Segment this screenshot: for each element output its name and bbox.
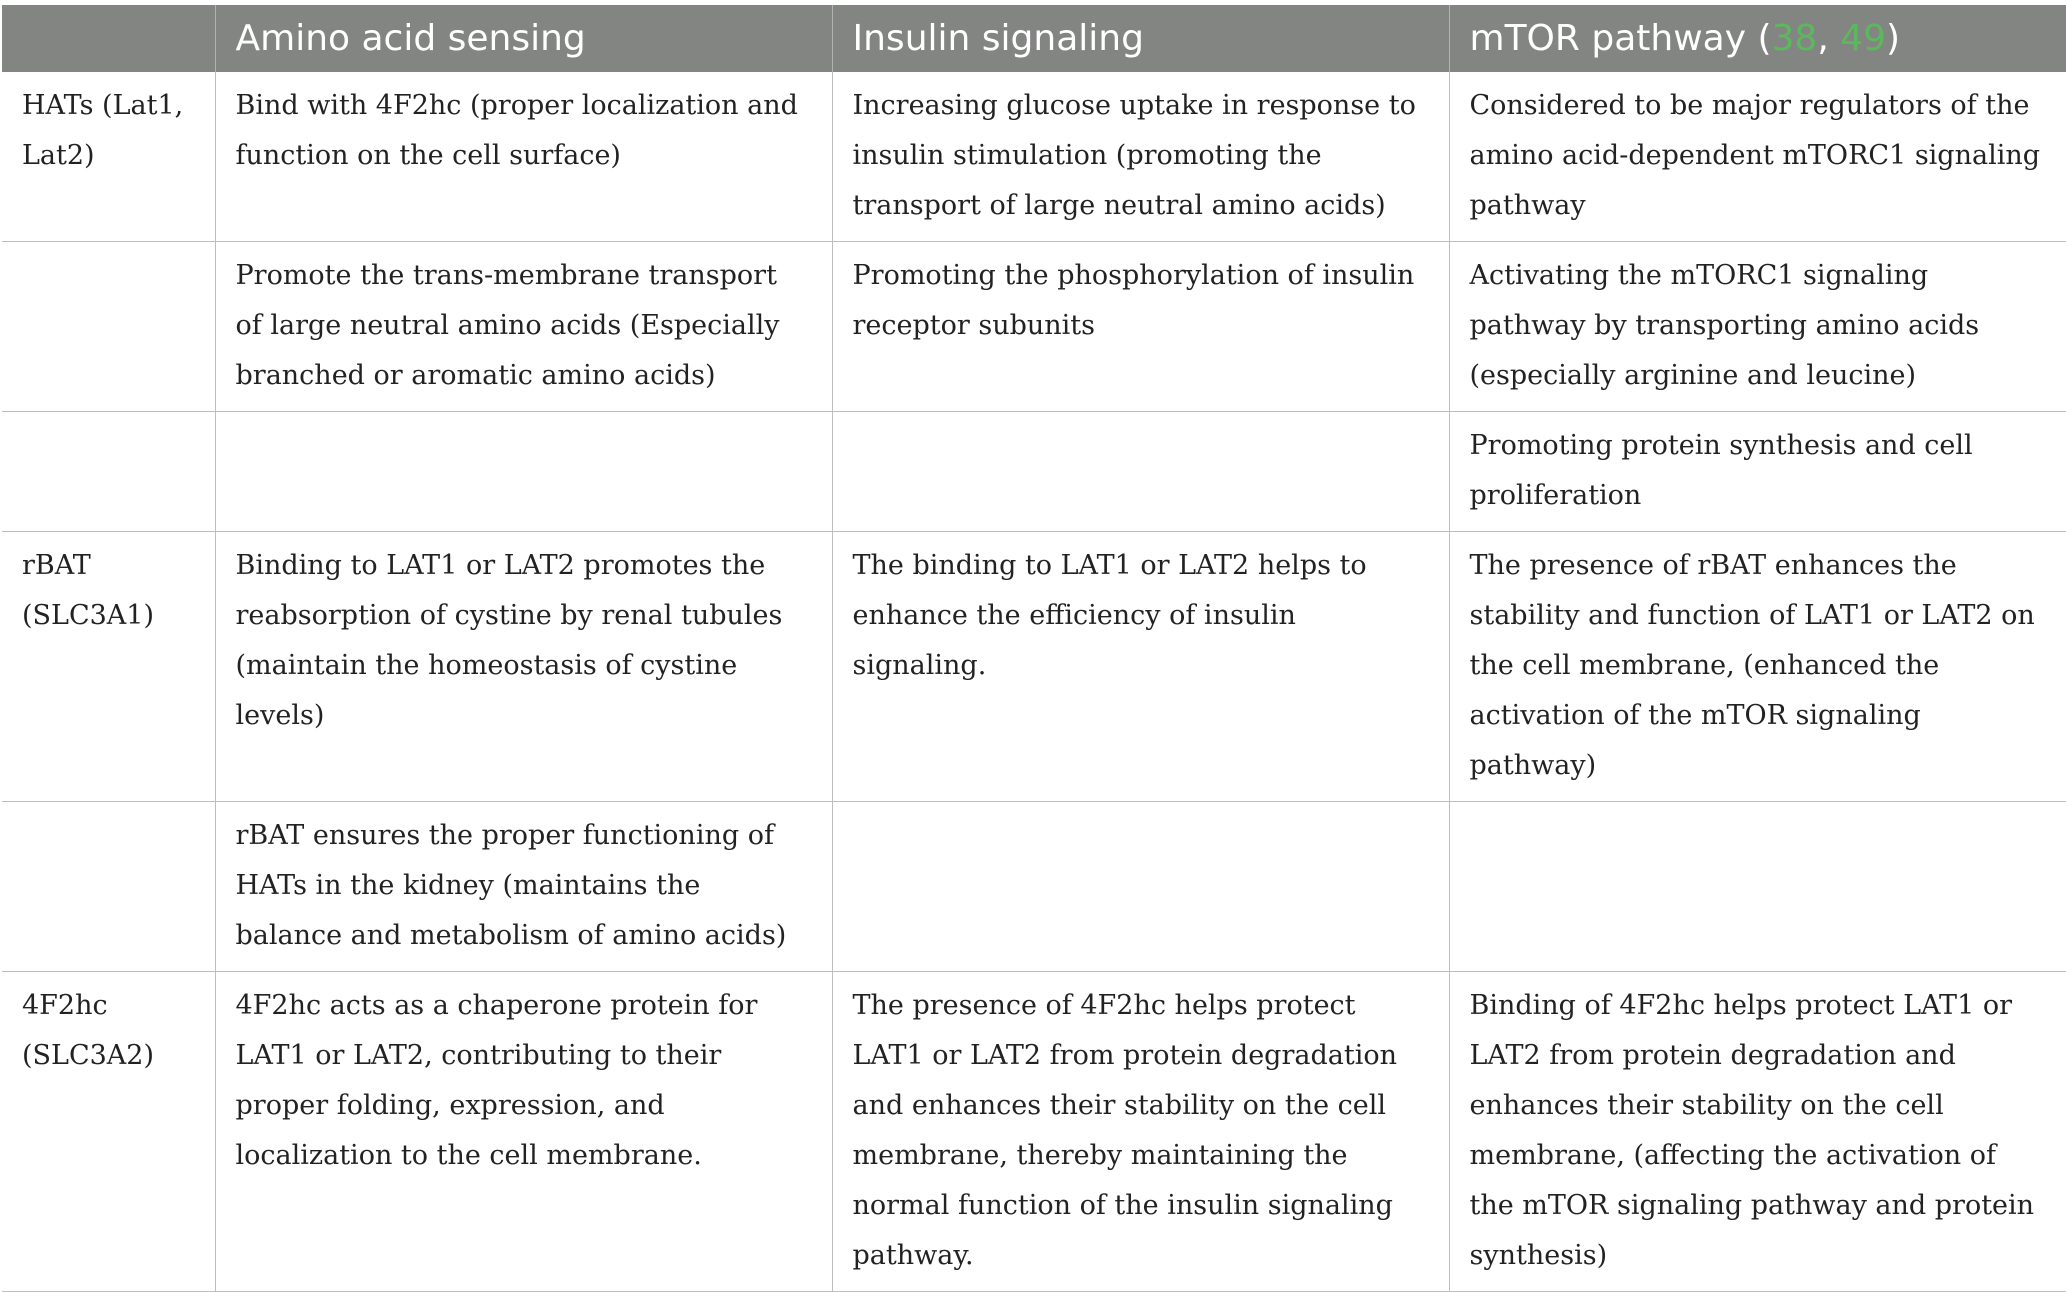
table-row xyxy=(2,802,2066,972)
cell-insulin-signaling xyxy=(832,802,1449,972)
reference-link-49[interactable]: 49 xyxy=(1840,18,1887,59)
cell-mtor-pathway xyxy=(1449,802,2066,972)
cell-insulin-signaling xyxy=(832,412,1449,532)
header-row xyxy=(2,5,2066,72)
row-label xyxy=(2,242,215,412)
cell-amino-acid-sensing: Binding to LAT1 or LAT2 promotes the reabsorption of cystine by renal tubules (maintain the homeostasis of cystine levels) xyxy=(215,532,832,802)
header-mtor-close: ) xyxy=(1886,18,1901,59)
header-transporter xyxy=(2,5,215,72)
table-row xyxy=(2,242,2066,412)
cell-mtor-pathway: The presence of rBAT enhances the stability and function of LAT1 or LAT2 on the cell membrane, (enhanced the activation of the mTOR signaling pathway) xyxy=(1449,532,2066,802)
cell-insulin-signaling: Increasing glucose uptake in response to insulin stimulation (promoting the transport of large neutral amino acids) xyxy=(832,72,1449,242)
row-label xyxy=(2,802,215,972)
cell-mtor-pathway: Activating the mTORC1 signaling pathway by transporting amino acids (especially arginine and leucine) xyxy=(1449,242,2066,412)
row-label: HATs (Lat1, Lat2) xyxy=(2,72,215,242)
cell-amino-acid-sensing: 4F2hc acts as a chaperone protein for LAT1 or LAT2, contributing to their proper folding, expression, and localization to the cell membrane. xyxy=(215,972,832,1292)
row-label: 4F2hc (SLC3A2) xyxy=(2,972,215,1292)
cell-amino-acid-sensing: Bind with 4F2hc (proper localization and function on the cell surface) xyxy=(215,72,832,242)
cell-amino-acid-sensing xyxy=(215,412,832,532)
table-row xyxy=(2,972,2066,1292)
header-mtor-pathway xyxy=(1449,5,2066,72)
cell-insulin-signaling: The presence of 4F2hc helps protect LAT1 or LAT2 from protein degradation and enhances their stability on the cell membrane, thereby maintaining the normal function of the insulin signaling pathway. xyxy=(832,972,1449,1292)
row-label: rBAT (SLC3A1) xyxy=(2,532,215,802)
transporter-function-table xyxy=(2,5,2066,1292)
reference-link-38[interactable]: 38 xyxy=(1771,18,1818,59)
header-mtor-separator: , xyxy=(1817,18,1841,59)
cell-insulin-signaling: The binding to LAT1 or LAT2 helps to enhance the efficiency of insulin signaling. xyxy=(832,532,1449,802)
table-row xyxy=(2,412,2066,532)
table-row xyxy=(2,72,2066,242)
cell-mtor-pathway: Promoting protein synthesis and cell proliferation xyxy=(1449,412,2066,532)
table-body xyxy=(2,72,2066,1292)
header-insulin-signaling: Insulin signaling xyxy=(832,5,1449,72)
table-row xyxy=(2,532,2066,802)
row-label xyxy=(2,412,215,532)
cell-insulin-signaling: Promoting the phosphorylation of insulin receptor subunits xyxy=(832,242,1449,412)
table-header xyxy=(2,5,2066,72)
header-mtor-label: mTOR pathway ( xyxy=(1469,18,1772,59)
cell-mtor-pathway: Considered to be major regulators of the amino acid-dependent mTORC1 signaling pathway xyxy=(1449,72,2066,242)
header-amino-acid-sensing: Amino acid sensing xyxy=(215,5,832,72)
cell-mtor-pathway: Binding of 4F2hc helps protect LAT1 or LAT2 from protein degradation and enhances their stability on the cell membrane, (affecting the activation of the mTOR signaling pathway and protein synthesis) xyxy=(1449,972,2066,1292)
cell-amino-acid-sensing: Promote the trans-membrane transport of large neutral amino acids (Especially branched or aromatic amino acids) xyxy=(215,242,832,412)
cell-amino-acid-sensing: rBAT ensures the proper functioning of HATs in the kidney (maintains the balance and metabolism of amino acids) xyxy=(215,802,832,972)
